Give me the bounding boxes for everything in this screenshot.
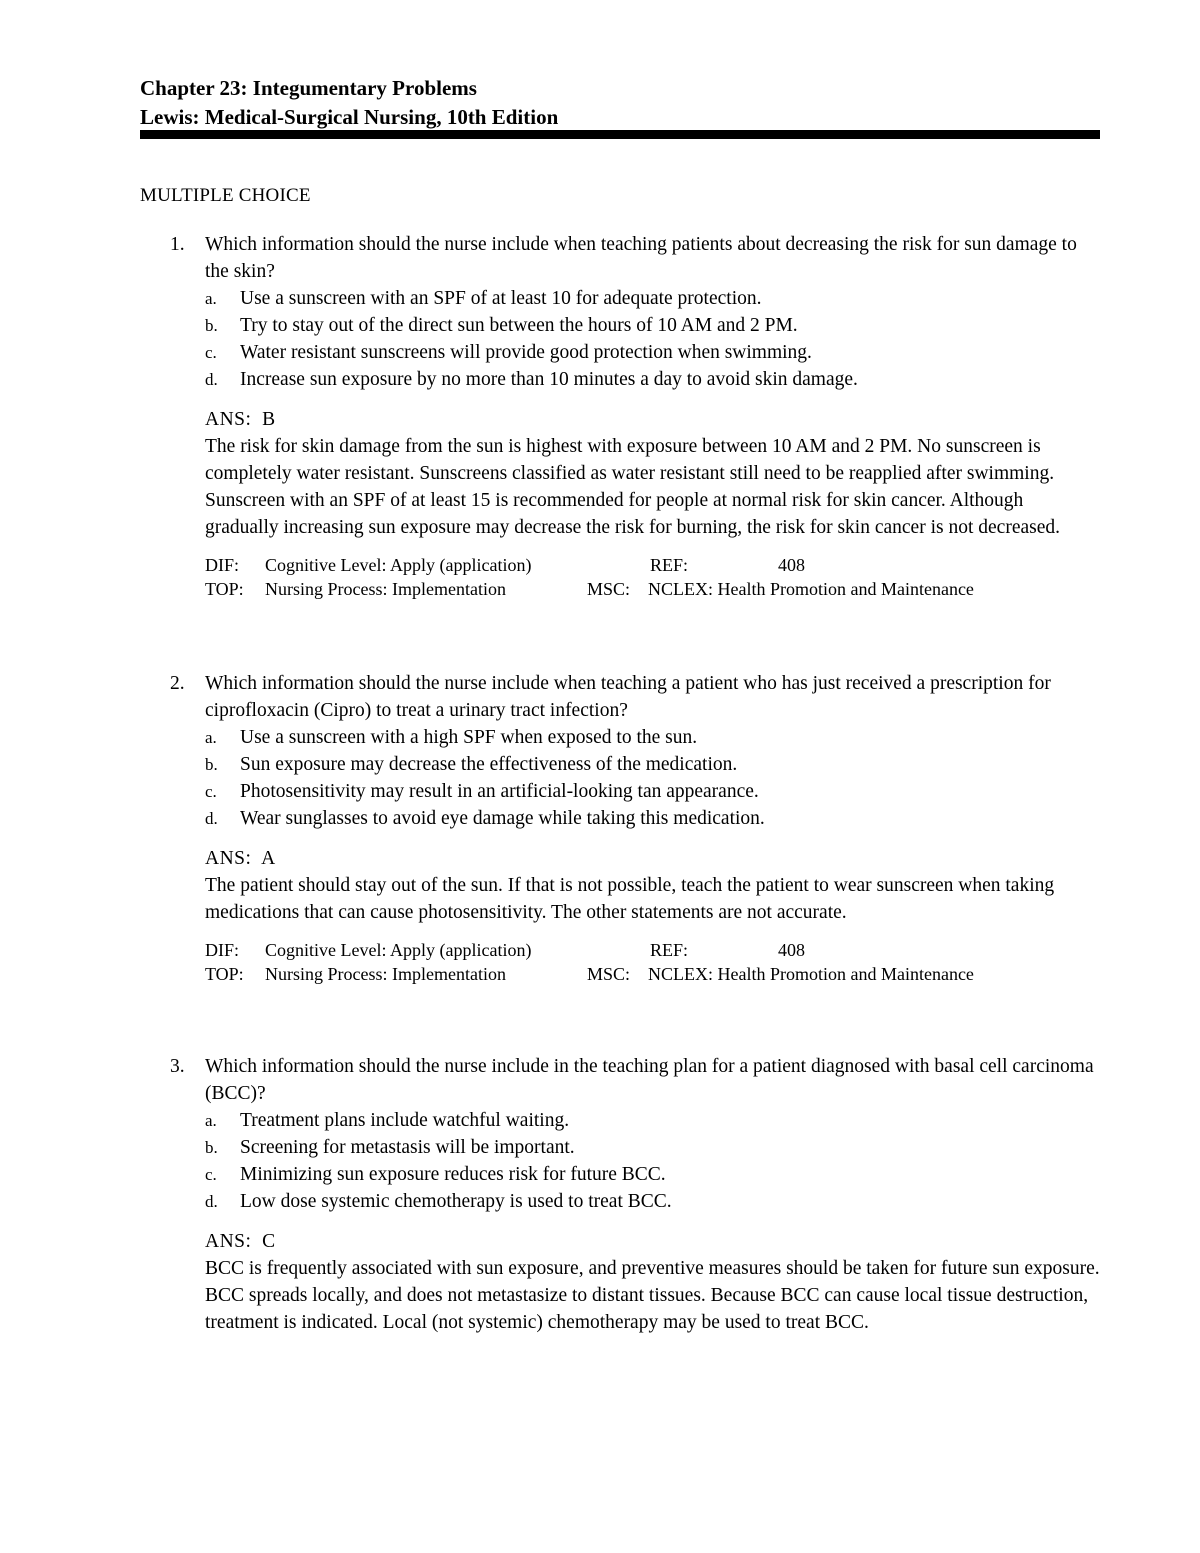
option-letter: b.	[205, 1138, 218, 1157]
option-letter: a.	[205, 1111, 217, 1130]
top-label: TOP:	[205, 579, 244, 599]
question-2	[140, 670, 1100, 986]
option-text: Low dose systemic chemotherapy is used to treat BCC.	[240, 1191, 672, 1212]
option-text: Sun exposure may decrease the effectiveness of the medication.	[240, 754, 738, 775]
answer-key	[205, 406, 1100, 433]
msc-label: MSC:	[587, 579, 631, 599]
msc-label: MSC:	[587, 964, 631, 984]
question-3	[140, 1053, 1100, 1336]
option-text: Treatment plans include watchful waiting.	[240, 1110, 570, 1131]
option-d	[205, 1188, 1100, 1215]
option-text: Photosensitivity may result in an artificial-looking tan appearance.	[240, 781, 759, 802]
question-stem: Which information should the nurse include when teaching patients about decreasing the risk for sun damage to the skin?	[205, 234, 1077, 282]
option-text: Use a sunscreen with a high SPF when exposed to the sun.	[240, 727, 698, 748]
option-text: Wear sunglasses to avoid eye damage while taking this medication.	[240, 808, 765, 829]
question-metadata	[205, 553, 1100, 601]
msc-value: NCLEX: Health Promotion and Maintenance	[648, 579, 974, 599]
option-letter: c.	[205, 1165, 217, 1184]
question-metadata	[205, 938, 1100, 986]
option-c	[205, 1161, 1100, 1188]
answer-key	[205, 1228, 1100, 1255]
answer-label: ANS: B	[205, 409, 276, 430]
ref-label: REF:	[650, 940, 689, 960]
answer-rationale: The risk for skin damage from the sun is highest with exposure between 10 AM and 2 PM. No sunscreen is completely water resistant. Sunscreens classified as water resistant still need to be reapplied after swimming. Sunscreen with an SPF of at least 15 is recommended for people at normal risk for skin cancer. Although gradually increasing sun exposure may decrease the risk for burning, the risk for skin cancer is not decreased.	[205, 436, 1060, 538]
answer-label: ANS: A	[205, 848, 276, 869]
option-c	[205, 778, 1100, 805]
document-header	[140, 74, 1100, 132]
answer-options	[205, 285, 1100, 393]
ref-label: REF:	[650, 555, 689, 575]
option-text: Increase sun exposure by no more than 10 minutes a day to avoid skin damage.	[240, 369, 858, 390]
option-a	[205, 1107, 1100, 1134]
header-rule	[140, 130, 1100, 139]
option-d	[205, 805, 1100, 832]
question-number: 2.	[170, 673, 185, 694]
section-title: MULTIPLE CHOICE	[140, 185, 311, 206]
option-text: Try to stay out of the direct sun between the hours of 10 AM and 2 PM.	[240, 315, 798, 336]
answer-options	[205, 1107, 1100, 1215]
top-value: Nursing Process: Implementation	[265, 579, 506, 599]
answer-key	[205, 845, 1100, 872]
option-b	[205, 1134, 1100, 1161]
option-letter: d.	[205, 1192, 218, 1211]
dif-label: DIF:	[205, 940, 240, 960]
question-stem: Which information should the nurse include in the teaching plan for a patient diagnosed with basal cell carcinoma (BCC)?	[205, 1056, 1094, 1104]
option-letter: b.	[205, 755, 218, 774]
answer-options	[205, 724, 1100, 832]
chapter-title: Chapter 23: Integumentary Problems	[140, 76, 477, 100]
option-text: Minimizing sun exposure reduces risk for future BCC.	[240, 1164, 666, 1185]
question-stem: Which information should the nurse include when teaching a patient who has just received a prescription for ciprofloxacin (Cipro) to treat a urinary tract infection?	[205, 673, 1051, 721]
option-c	[205, 339, 1100, 366]
msc-value: NCLEX: Health Promotion and Maintenance	[648, 964, 974, 984]
option-a	[205, 724, 1100, 751]
option-letter: a.	[205, 728, 217, 747]
question-number: 3.	[170, 1056, 185, 1077]
option-letter: d.	[205, 370, 218, 389]
question-1	[140, 231, 1100, 601]
answer-rationale: BCC is frequently associated with sun exposure, and preventive measures should be taken for future sun exposure. BCC spreads locally, and does not metastasize to distant tissues. Because BCC can cause local tissue destruction, treatment is indicated. Local (not systemic) chemotherapy may be used to treat BCC.	[205, 1258, 1100, 1333]
answer-rationale: The patient should stay out of the sun. If that is not possible, teach the patient to wear sunscreen when taking medications that can cause photosensitivity. The other statements are not accurate.	[205, 875, 1055, 923]
question-number: 1.	[170, 234, 185, 255]
option-b	[205, 312, 1100, 339]
option-text: Screening for metastasis will be important.	[240, 1137, 575, 1158]
top-label: TOP:	[205, 964, 244, 984]
dif-value: Cognitive Level: Apply (application)	[265, 940, 532, 960]
dif-value: Cognitive Level: Apply (application)	[265, 555, 532, 575]
option-letter: c.	[205, 782, 217, 801]
option-a	[205, 285, 1100, 312]
dif-label: DIF:	[205, 555, 240, 575]
option-letter: d.	[205, 809, 218, 828]
option-d	[205, 366, 1100, 393]
option-text: Water resistant sunscreens will provide good protection when swimming.	[240, 342, 812, 363]
option-b	[205, 751, 1100, 778]
option-letter: a.	[205, 289, 217, 308]
option-letter: b.	[205, 316, 218, 335]
answer-label: ANS: C	[205, 1231, 276, 1252]
ref-value: 408	[778, 555, 805, 575]
book-title: Lewis: Medical-Surgical Nursing, 10th Edition	[140, 105, 559, 129]
ref-value: 408	[778, 940, 805, 960]
option-text: Use a sunscreen with an SPF of at least 10 for adequate protection.	[240, 288, 762, 309]
option-letter: c.	[205, 343, 217, 362]
top-value: Nursing Process: Implementation	[265, 964, 506, 984]
